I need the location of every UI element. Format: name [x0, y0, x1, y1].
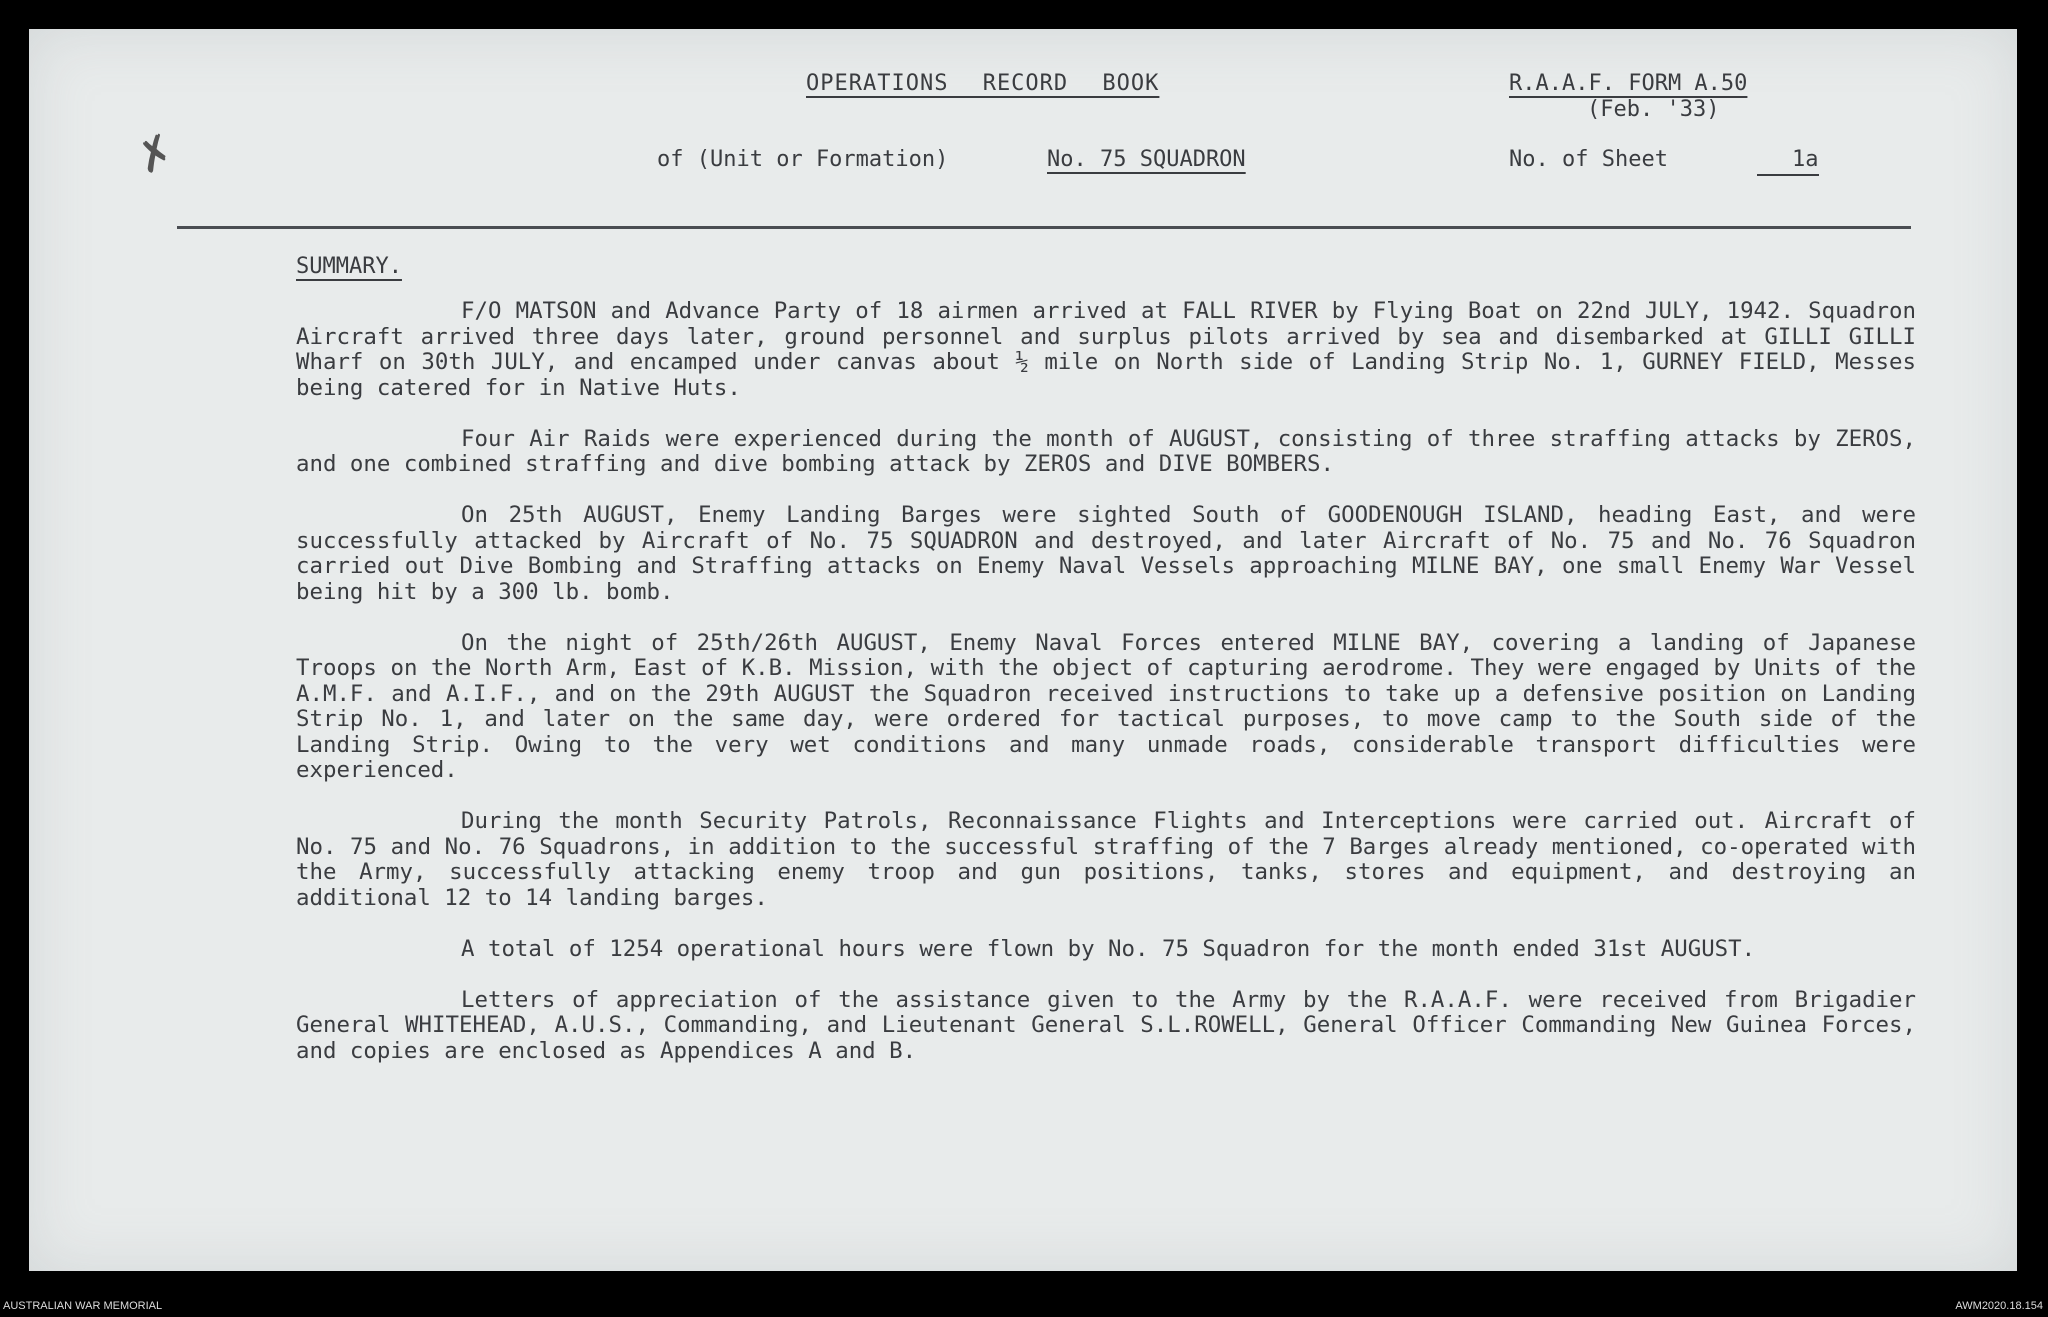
- document-page: [29, 29, 2017, 1271]
- ink-mark-icon: ✗: [127, 123, 183, 186]
- form-date: (Feb. '33): [1587, 97, 1720, 122]
- document-title: OPERATIONS RECORD BOOK: [806, 71, 1160, 96]
- header-divider: [177, 226, 1911, 229]
- summary-heading: SUMMARY.: [296, 254, 402, 279]
- summary-paragraph: On 25th AUGUST, Enemy Landing Barges were sighted South of GOODENOUGH ISLAND, heading East, and were successfully attacked by Aircraft of No. 75 SQUADRON and destroyed, and later Aircraft of No. 75 and No. 76 Squadron carried out Dive Bombing and Straffing attacks on Enemy Naval Vessels approaching MILNE BAY, one small Enemy War Vessel being hit by a 300 lb. bomb.: [296, 502, 1916, 605]
- unit-label: of (Unit or Formation): [657, 147, 949, 172]
- footer-credit: AUSTRALIAN WAR MEMORIAL: [3, 1300, 163, 1312]
- summary-paragraph: On the night of 25th/26th AUGUST, Enemy Naval Forces entered MILNE BAY, covering a landing of Japanese Troops on the North Arm, East of K.B. Mission, with the object of capturing aerodrome. They were engaged by Units of the A.M.F. and A.I.F., and on the 29th AUGUST the Squadron received instructions to take up a defensive position on Landing Strip No. 1, and later on the same day, were ordered for tactical purposes, to move camp to the South side of the Landing Strip. Owing to the very wet conditions and many unmade roads, considerable transport difficulties were experienced.: [296, 629, 1916, 783]
- sheet-label: No. of Sheet: [1509, 147, 1668, 172]
- summary-paragraph: Letters of appreciation of the assistance given to the Army by the R.A.A.F. were received from Brigadier General WHITEHEAD, A.U.S., Commanding, and Lieutenant General S.L.ROWELL, General Officer Commanding New Guinea Forces, and copies are enclosed as Appendices A and B.: [296, 986, 1916, 1064]
- summary-paragraph: Four Air Raids were experienced during the month of AUGUST, consisting of three straffing attacks by ZEROS, and one combined straffing and dive bombing attack by ZEROS and DIVE BOMBERS.: [296, 425, 1916, 477]
- summary-paragraph: During the month Security Patrols, Reconnaissance Flights and Interceptions were carried out. Aircraft of No. 75 and No. 76 Squadrons, in addition to the successful straffing of the 7 Barges already mentioned, co-operated with the Army, successfully attacking enemy troop and gun positions, tanks, stores and equipment, and destroying an additional 12 to 14 landing barges.: [296, 808, 1916, 911]
- footer-accession-number: AWM2020.18.154: [1955, 1300, 2043, 1312]
- summary-paragraph: A total of 1254 operational hours were flown by No. 75 Squadron for the month ended 31st AUGUST.: [461, 935, 1756, 962]
- form-number: R.A.A.F. FORM A.50: [1509, 71, 1748, 96]
- sheet-value: 1a: [1757, 147, 1819, 176]
- summary-paragraph: F/O MATSON and Advance Party of 18 airmen arrived at FALL RIVER by Flying Boat on 22nd JULY, 1942. Squadron Aircraft arrived three days later, ground personnel and surplus pilots arrived by sea and disembarked at GILLI GILLI Wharf on 30th JULY, and encamped under canvas about ½ mile on North side of Landing Strip No. 1, GURNEY FIELD, Messes being catered for in Native Huts.: [296, 298, 1916, 401]
- summary-body: [296, 299, 1916, 1090]
- unit-value: No. 75 SQUADRON: [1047, 147, 1246, 172]
